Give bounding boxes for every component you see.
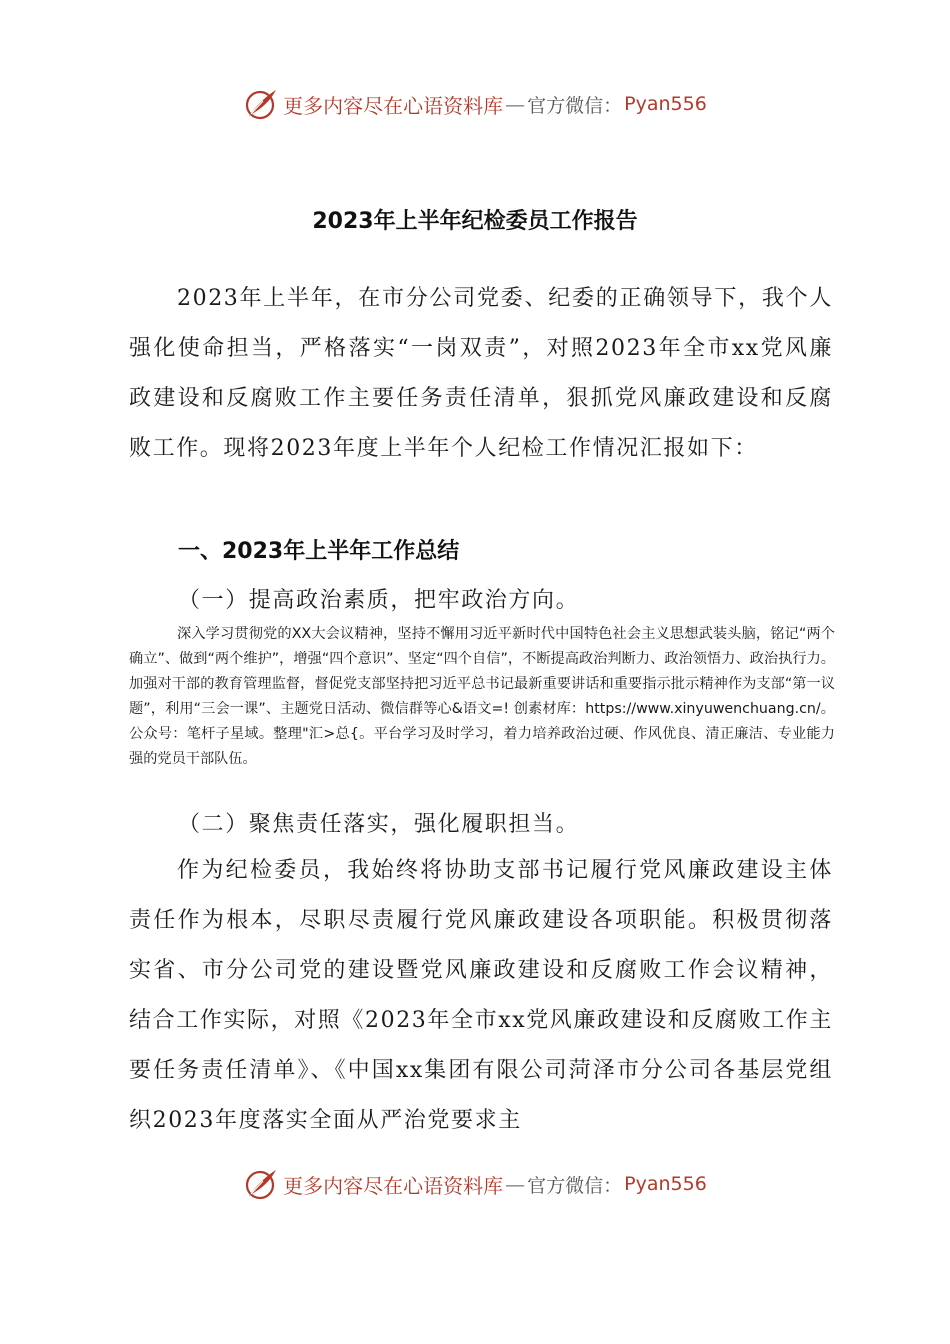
subsection-1-body: 深入学习贯彻党的XX大会议精神，坚持不懈用习近平新时代中国特色社会主义思想武装头脑，铭记“两个确立”、做到“两个维护”，增强“四个意识”、坚定“四个自信”，不断提高政治判断力、政治领悟力、政治执行力。加强对干部的教育管理监督，督促党支部坚持把习近平总书记最新重要讲话和重要指示批示精神作为支部“第一议题”，利用“三会一课”、主题党日活动、微信群等心&语文=! 创素材库：https://www.xinyuwenchuang.cn/。公众号：笔杆子星域。整理"汇>总{。平台学习及时学习，着力培养政治过硬、作风优良、清正廉洁、专业能力强的党员干部队伍。 [129,626,835,767]
intro-paragraph: 2023年上半年，在市分公司党委、纪委的正确领导下，我个人强化使命担当，严格落实“一岗双责”，对照2023年全市xx党风廉政建设和反腐败工作主要任务责任清单，狠抓党风廉政建设和反腐败工作。现将2023年度上半年个人纪检工作情况汇报如下： [129,286,833,461]
banner-dash: — [505,92,526,116]
quill-logo-icon [243,1166,279,1202]
banner-main-text: 更多内容尽在心语资料库 [283,1173,504,1198]
banner-wechat-id: Pyan556 [624,93,707,115]
header-watermark-banner [0,82,950,126]
section-1-heading: 一、2023年上半年工作总结 [178,539,460,564]
banner-main-text: 更多内容尽在心语资料库 [283,93,504,118]
footer-watermark-banner [0,1162,950,1206]
subsection-1-heading: （一）提高政治素质，把牢政治方向。 [178,588,580,613]
banner-wechat-id: Pyan556 [624,1173,707,1195]
banner-dash: — [505,1172,526,1196]
quill-logo-icon [243,86,279,122]
document-title: 2023年上半年纪检委员工作报告 [312,209,638,234]
banner-wechat-label: 官方微信： [527,1174,623,1197]
subsection-2-heading: （二）聚焦责任落实，强化履职担当。 [178,812,580,837]
banner-wechat-label: 官方微信： [527,94,623,117]
subsection-2-body: 作为纪检委员，我始终将协助支部书记履行党风廉政建设主体责任作为根本，尽职尽责履行党风廉政建设各项职能。积极贯彻落实省、市分公司党的建设暨党风廉政建设和反腐败工作会议精神，结合工作实际，对照《2023年全市xx党风廉政建设和反腐败工作主要任务责任清单》、《中国xx集团有限公司菏泽市分公司各基层党组织2023年度落实全面从严治党要求主 [129,858,834,1133]
